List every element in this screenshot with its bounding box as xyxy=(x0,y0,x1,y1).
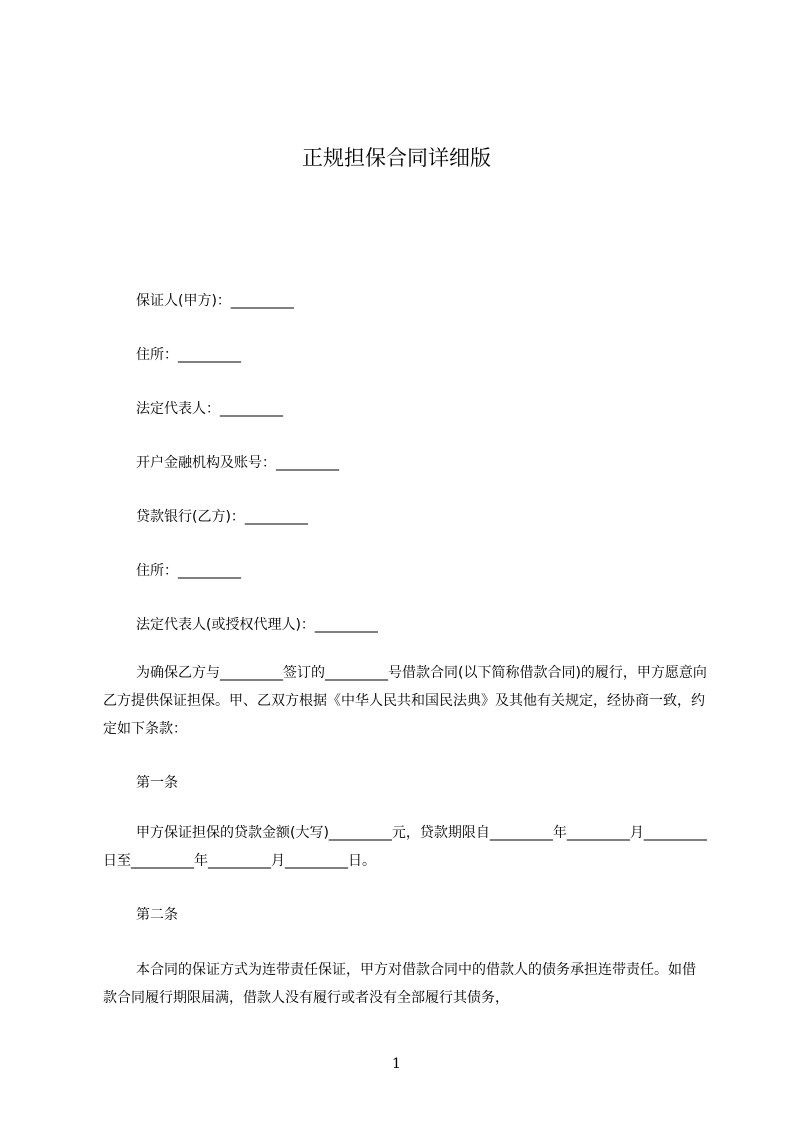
field-bank-account: 开户金融机构及账号：_________ xyxy=(136,455,339,471)
field-guarantor-address: 住所：_________ xyxy=(136,347,241,363)
field-bank-address: 住所：_________ xyxy=(136,563,241,579)
field-guarantor: 保证人(甲方)：_________ xyxy=(136,293,294,309)
preamble-paragraph: 为确保乙方与_________签订的_________号借款合同(以下简称借款合同)的履行，甲方愿意向乙方提供保证担保。甲、乙双方根据《中华人民共和国民法典》及其他有关规定，经协商一致，约定如下条款： xyxy=(103,665,707,737)
page-title: 正规担保合同详细版 xyxy=(302,146,491,170)
article-2-heading: 第二条 xyxy=(136,907,178,923)
page-number: 1 xyxy=(392,1056,401,1072)
article-1-text: 甲方保证担保的贷款金额(大写)_________元，贷款期限自_________年_________月_________日至_________年_________月_________日。 xyxy=(103,825,707,869)
article-1-heading: 第一条 xyxy=(136,775,178,791)
field-lending-bank: 贷款银行(乙方)：_________ xyxy=(136,509,308,525)
article-2-text: 本合同的保证方式为连带责任保证，甲方对借款合同中的借款人的债务承担连带责任。如借款合同履行期限届满，借款人没有履行或者没有全部履行其债务， xyxy=(103,962,696,1006)
field-guarantor-representative: 法定代表人：_________ xyxy=(136,401,283,417)
field-bank-representative: 法定代表人(或授权代理人)：_________ xyxy=(136,617,378,633)
